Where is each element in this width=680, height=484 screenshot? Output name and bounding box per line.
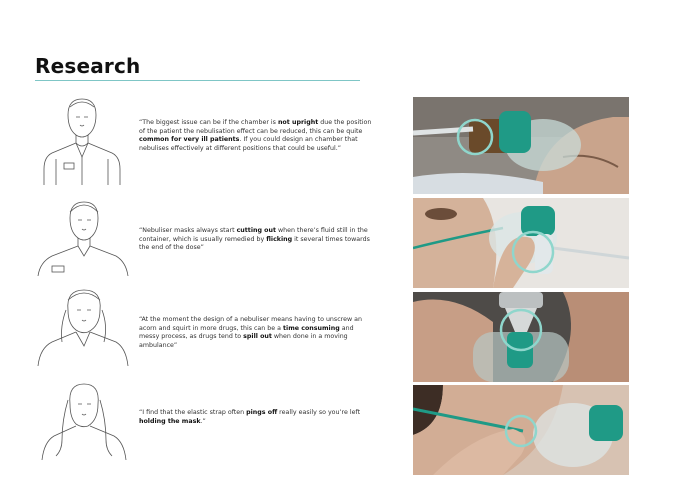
paramedic-portrait-1 <box>32 95 132 185</box>
paramedic-portrait-3 <box>32 286 132 376</box>
quote-4: “I find that the elastic strap often pings off really easily so you’re left holding the mask.” <box>139 409 361 425</box>
photo-elastic-strap <box>413 385 629 475</box>
title-underline <box>35 80 360 81</box>
paramedic-portrait-2 <box>32 196 132 286</box>
photo-mask-on-patient <box>413 97 629 194</box>
page-title: Research <box>35 54 141 78</box>
quote-2: “Nebuliser masks always start cutting out when there’s fluid still in the container, which is usually remedied by flicking it several times towards the end of the dose” <box>139 227 370 252</box>
paramedic-portrait-4 <box>32 380 132 470</box>
photo-flicking-mask <box>413 198 629 288</box>
quote-1: “The biggest issue can be if the chamber is not upright due the position of the patient the nebulisation effect can be reduced, this can be quite common for very ill patients. If you could design an chamber that nebulises effectively at different positions that could be useful.” <box>139 119 372 152</box>
quote-3: “At the moment the design of a nebuliser means having to unscrew an acorn and squirt in more drugs, this can be a time consuming and messy process, as drugs tend to spill out when done in a moving ambulance” <box>139 316 362 349</box>
photo-unscrewing-nebuliser <box>413 292 629 382</box>
